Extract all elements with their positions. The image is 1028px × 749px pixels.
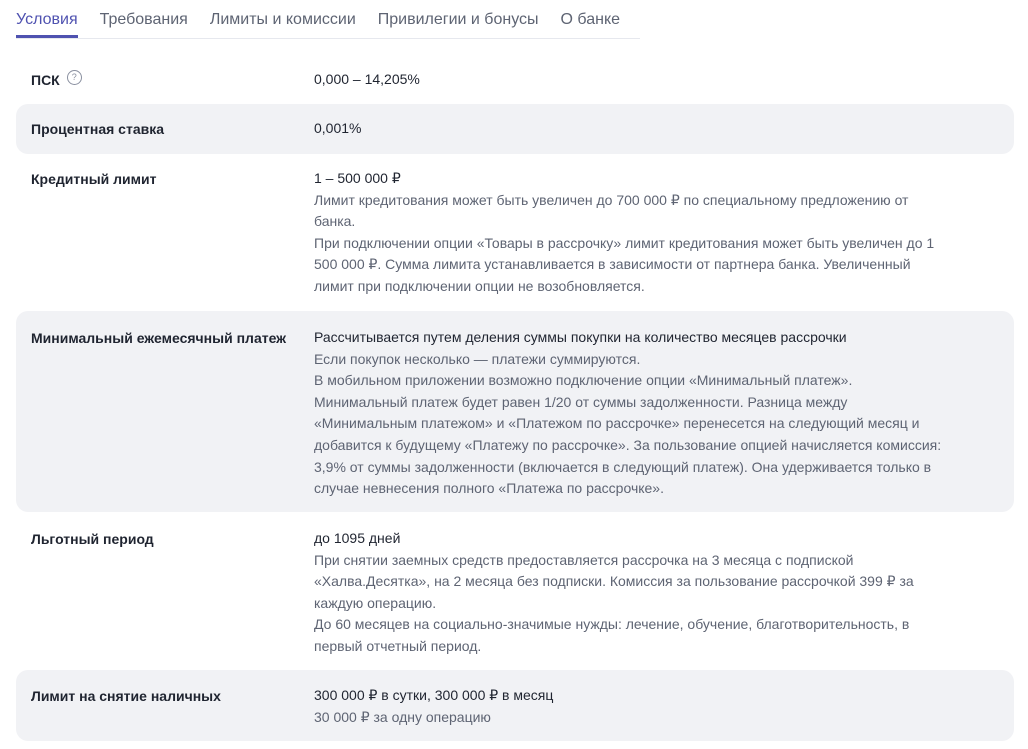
row-psk xyxy=(16,56,1014,104)
grace-period-lead: до 1095 дней xyxy=(314,530,401,546)
cash-limit-value xyxy=(314,670,994,741)
row-interest-rate xyxy=(16,104,1014,154)
credit-limit-line: лимит при подключении опции не возобновляется. xyxy=(314,277,645,294)
min-payment-line: «Минимальным платежом» и «Платежом по рассрочке» перенесется на следующий месяц и xyxy=(314,415,920,432)
grace-period-line: При снятии заемных средств предоставляется рассрочка на 3 месяца с подпиской xyxy=(314,551,854,568)
min-payment-line: Минимальный платеж будет равен 1/20 от суммы задолженности. Разница между xyxy=(314,393,848,410)
row-cash-limit xyxy=(16,670,1014,741)
credit-limit-lead: 1 – 500 000 ₽ xyxy=(314,170,401,186)
row-min-payment xyxy=(16,311,1014,512)
row-grace-period xyxy=(16,512,1014,670)
min-payment-line: 3,9% от суммы задолженности (включается в следующий платеж). Она удерживается только в xyxy=(314,458,932,475)
min-payment-label: Минимальный ежемесячный платеж xyxy=(31,330,287,346)
grace-period-value xyxy=(314,512,994,670)
tab-about-bank[interactable]: О банке xyxy=(560,11,621,28)
tab-conditions[interactable]: Условия xyxy=(16,0,78,38)
min-payment-line: В мобильном приложении возможно подключение опции «Минимальный платеж». xyxy=(314,372,853,389)
grace-period-line: первый отчетный период. xyxy=(314,637,482,654)
grace-period-label: Льготный период xyxy=(31,531,154,547)
grace-period-line: «Халва.Десятка», на 2 месяца без подписки. Комиссия за пользование рассрочкой 399 ₽ за xyxy=(314,573,914,590)
credit-limit-value xyxy=(314,154,994,311)
conditions-table xyxy=(16,56,1014,741)
cash-limit-lead: 300 000 ₽ в сутки, 300 000 ₽ в месяц xyxy=(314,687,554,703)
min-payment-line: Если покупок несколько — платежи суммируются. xyxy=(314,350,641,367)
tab-limits-fees[interactable]: Лимиты и комиссии xyxy=(209,11,356,28)
tab-requirements[interactable]: Требования xyxy=(99,11,188,28)
credit-limit-label: Кредитный лимит xyxy=(31,171,157,187)
cash-limit-line: 30 000 ₽ за одну операцию xyxy=(314,708,491,725)
min-payment-line: случае невнесения полного «Платежа по рассрочке». xyxy=(314,480,664,497)
tab-privileges-bonuses[interactable]: Привилегии и бонусы xyxy=(377,11,539,28)
credit-limit-line: Лимит кредитования может быть увеличен до 700 000 ₽ по специальному предложению от xyxy=(314,191,909,208)
min-payment-lead: Рассчитывается путем деления суммы покупки на количество месяцев рассрочки xyxy=(314,329,847,345)
cash-limit-label: Лимит на снятие наличных xyxy=(31,688,221,704)
credit-limit-line: При подключении опции «Товары в рассрочку» лимит кредитования может быть увеличен до 1 xyxy=(314,234,935,251)
psk-label: ПСК xyxy=(31,72,60,88)
credit-limit-line: банка. xyxy=(314,213,356,230)
interest-rate-value: 0,001% xyxy=(314,120,362,136)
question-circle-icon[interactable]: ? xyxy=(67,70,82,85)
tab-bar xyxy=(16,0,640,39)
interest-rate-label: Процентная ставка xyxy=(31,121,164,137)
grace-period-line: До 60 месяцев на социально-значимые нужды: лечение, обучение, благотворительность, в xyxy=(314,616,910,633)
row-credit-limit xyxy=(16,154,1014,311)
min-payment-line: добавится к будущему «Платежу по рассрочке». За пользование опцией начисляется комиссия: xyxy=(314,436,942,453)
psk-value: 0,000 – 14,205% xyxy=(314,71,420,87)
credit-limit-line: 500 000 ₽. Сумма лимита устанавливается в зависимости от партнера банка. Увеличенный xyxy=(314,256,911,273)
grace-period-line: каждую операцию. xyxy=(314,594,437,611)
min-payment-value xyxy=(314,311,994,512)
